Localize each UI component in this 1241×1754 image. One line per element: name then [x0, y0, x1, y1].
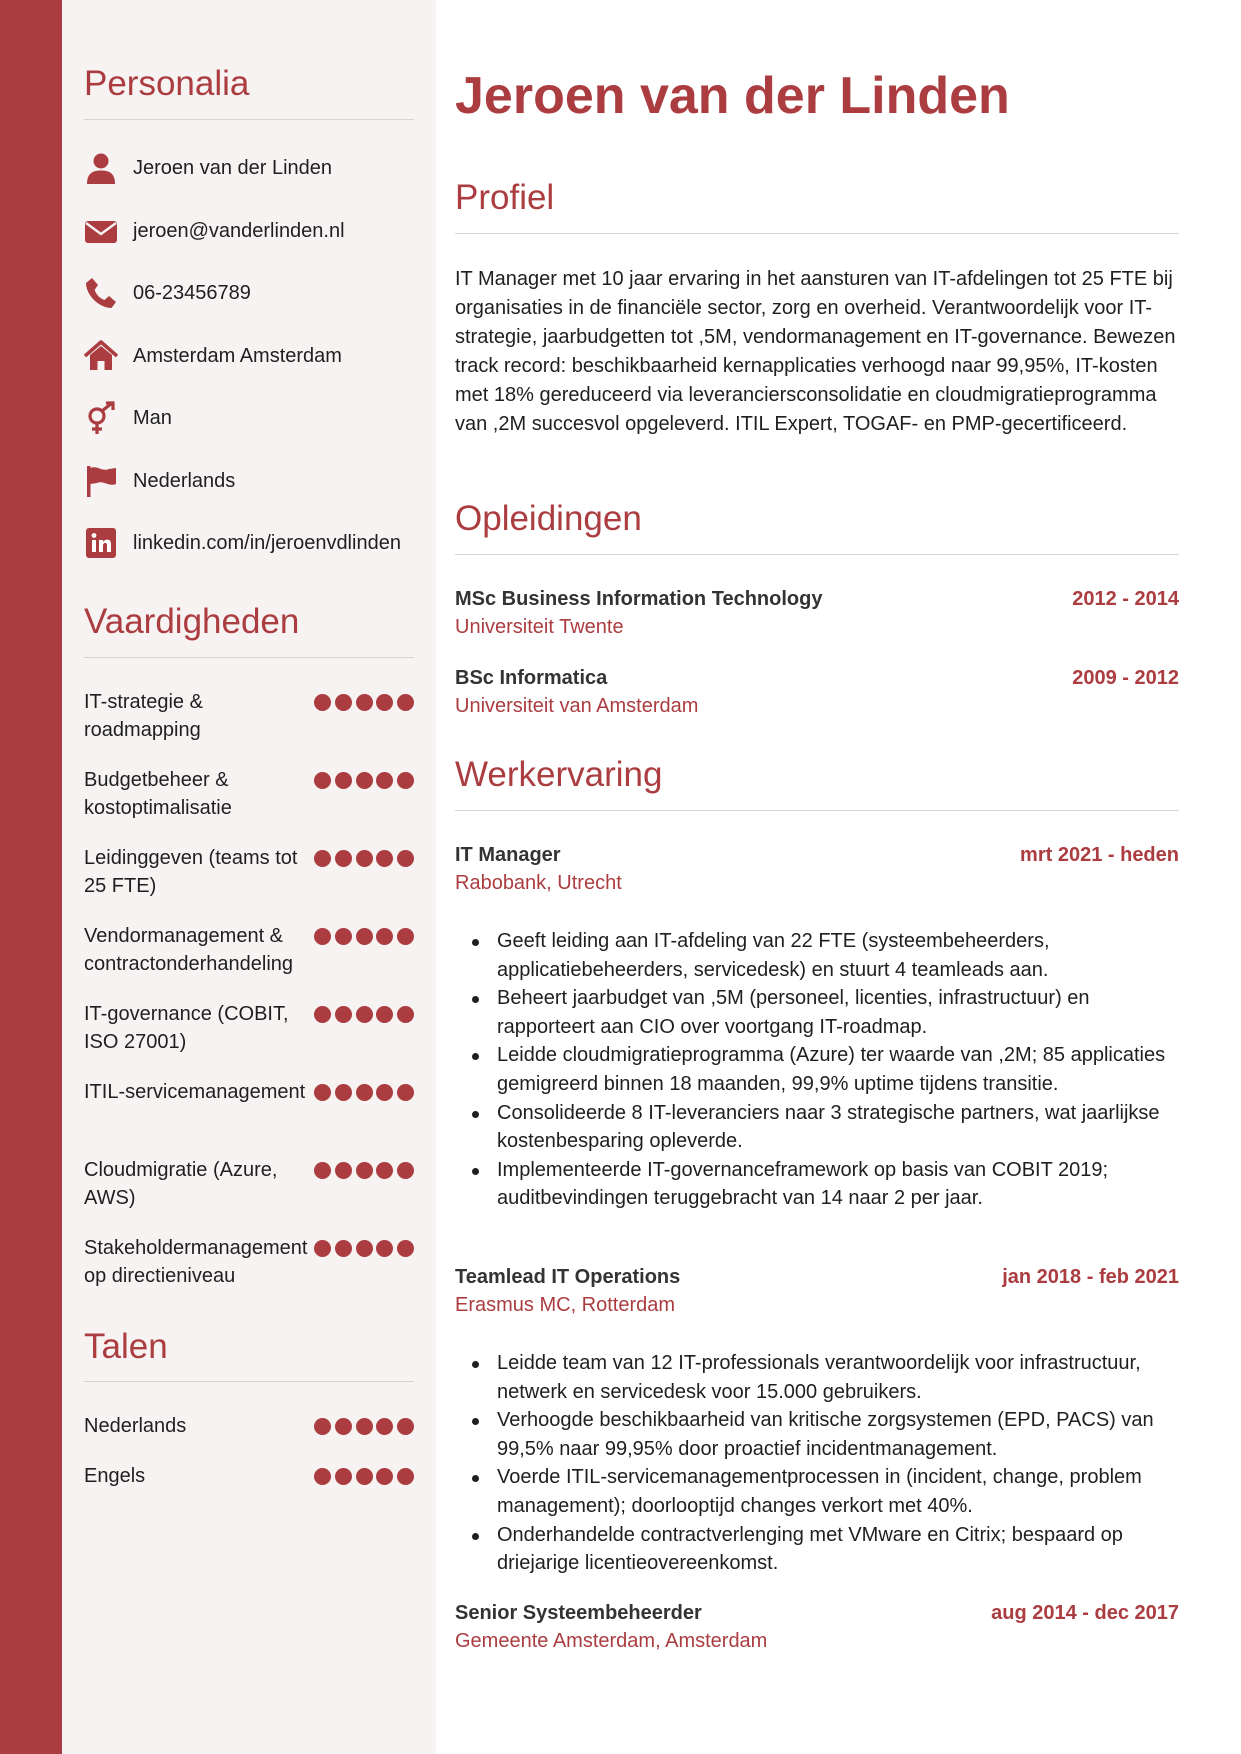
education-title: BSc Informatica [455, 667, 608, 689]
left-accent-stripe [0, 0, 62, 1754]
personal-item-address [84, 336, 424, 376]
rating-dot [314, 1418, 331, 1435]
skill-rating [314, 850, 414, 867]
rating-dot [356, 1468, 373, 1485]
rating-dot [335, 772, 352, 789]
personal-item-name [84, 148, 424, 188]
linkedin-icon [84, 526, 118, 560]
rating-dot [314, 1084, 331, 1101]
rating-dot [314, 1006, 331, 1023]
rating-dot [397, 1162, 414, 1179]
rating-dot [397, 1240, 414, 1257]
rating-dot [335, 928, 352, 945]
rating-dot [356, 1240, 373, 1257]
rating-dot [335, 1240, 352, 1257]
personal-item-phone[interactable] [84, 273, 424, 313]
education-dates: 2009 - 2012 [1072, 667, 1179, 689]
personal-phone-text[interactable]: 06-23456789 [133, 282, 251, 304]
rating-dot [356, 772, 373, 789]
language-rating [314, 1468, 414, 1485]
job-dates: jan 2018 - feb 2021 [1002, 1266, 1179, 1288]
job-bullet: Voerde ITIL-servicemanagementprocessen in (incident, change, problem management); doorlooptijd changes verkort met 40%. [455, 1463, 1179, 1520]
skills-divider [84, 657, 414, 658]
profile-heading: Profiel [455, 178, 555, 217]
skill-name: Budgetbeheer & kostoptimalisatie [84, 769, 232, 819]
job-title: IT Manager [455, 844, 561, 866]
rating-dot [376, 772, 393, 789]
envelope-icon [84, 214, 118, 248]
job-bullet: Implementeerde IT-governanceframework op basis van COBIT 2019; auditbevindingen teruggebracht van 14 naar 2 per jaar. [455, 1156, 1179, 1213]
personal-address-text: Amsterdam Amsterdam [133, 345, 342, 367]
job-company: Erasmus MC, Rotterdam [455, 1294, 676, 1316]
job-company: Gemeente Amsterdam, Amsterdam [455, 1630, 768, 1652]
rating-dot [397, 1006, 414, 1023]
personal-nationality-text: Nederlands [133, 470, 236, 492]
languages-divider [84, 1381, 414, 1382]
personal-divider [84, 119, 414, 120]
job-bullet: Onderhandelde contractverlenging met VMware en Citrix; bespaard op driejarige licentieovereenkomst. [455, 1521, 1179, 1578]
rating-dot [376, 694, 393, 711]
job-dates: aug 2014 - dec 2017 [991, 1602, 1179, 1624]
rating-dot [376, 1240, 393, 1257]
rating-dot [356, 850, 373, 867]
personal-linkedin-text[interactable]: linkedin.com/in/jeroenvdlinden [133, 532, 401, 554]
rating-dot [335, 1084, 352, 1101]
rating-dot [376, 928, 393, 945]
personal-item-nationality [84, 461, 424, 501]
rating-dot [314, 928, 331, 945]
skill-name: Leidinggeven (teams tot 25 FTE) [84, 847, 298, 897]
rating-dot [314, 1162, 331, 1179]
education-institution: Universiteit van Amsterdam [455, 695, 699, 717]
candidate-name: Jeroen van der Linden [455, 67, 1010, 125]
skills-heading: Vaardigheden [84, 602, 300, 641]
job-bullets [455, 1349, 1179, 1578]
language-name: Nederlands [84, 1415, 187, 1437]
rating-dot [356, 1084, 373, 1101]
flag-icon [84, 464, 118, 498]
personal-item-email[interactable] [84, 211, 424, 251]
skill-rating [314, 772, 414, 789]
skill-name: ITIL-servicemanagement [84, 1081, 306, 1103]
rating-dot [314, 1240, 331, 1257]
rating-dot [397, 772, 414, 789]
personal-item-gender [84, 398, 424, 438]
rating-dot [397, 1084, 414, 1101]
phone-icon [84, 276, 118, 310]
rating-dot [356, 1162, 373, 1179]
job-bullet: Consolideerde 8 IT-leveranciers naar 3 strategische partners, wat jaarlijkse kostenbesparing opleverde. [455, 1099, 1179, 1156]
job-bullet: Leidde team van 12 IT-professionals verantwoordelijk voor infrastructuur, netwerk en servicedesk voor 15.000 gebruikers. [455, 1349, 1179, 1406]
job-bullet: Verhoogde beschikbaarheid van kritische zorgsystemen (EPD, PACS) van 99,5% naar 99,95% door proactief incidentmanagement. [455, 1406, 1179, 1463]
job-dates: mrt 2021 - heden [1020, 844, 1179, 866]
rating-dot [335, 694, 352, 711]
job-bullet: Beheert jaarbudget van ,5M (personeel, licenties, infrastructuur) en rapporteert aan CIO over voortgang IT-roadmap. [455, 984, 1179, 1041]
job-bullets [455, 927, 1179, 1213]
skill-name: IT-strategie & roadmapping [84, 691, 203, 741]
gender-icon [84, 401, 118, 435]
personal-gender-text: Man [133, 407, 172, 429]
experience-heading: Werkervaring [455, 755, 663, 794]
rating-dot [314, 1468, 331, 1485]
skill-name: Vendormanagement & contractonderhandeling [84, 925, 294, 975]
experience-divider [455, 810, 1179, 811]
rating-dot [335, 1006, 352, 1023]
rating-dot [335, 1162, 352, 1179]
rating-dot [397, 850, 414, 867]
rating-dot [376, 1162, 393, 1179]
skill-name: Cloudmigratie (Azure, AWS) [84, 1159, 278, 1209]
skill-rating [314, 1162, 414, 1179]
languages-heading: Talen [84, 1327, 168, 1366]
profile-text: IT Manager met 10 jaar ervaring in het aansturen van IT-afdelingen tot 25 FTE bij organisaties in de financiële sector, zorg en overheid. Verantwoordelijk voor IT-strategie, jaarbudgetten tot ,5M, vendormanagement en IT-governance. Bewezen track record: beschikbaarheid kernapplicaties verhoogd naar 99,95%, IT-kosten met 18% gereduceerd via leveranciersconsolidatie en cloudmigratieprogramma van ,2M succesvol opgeleverd. ITIL Expert, TOGAF- en PMP-gecertificeerd. [455, 268, 1176, 435]
skill-rating [314, 1006, 414, 1023]
personal-email-text[interactable]: jeroen@vanderlinden.nl [133, 220, 345, 242]
rating-dot [376, 850, 393, 867]
rating-dot [314, 694, 331, 711]
rating-dot [397, 1468, 414, 1485]
rating-dot [397, 1418, 414, 1435]
rating-dot [376, 1418, 393, 1435]
education-title: MSc Business Information Technology [455, 588, 823, 610]
rating-dot [356, 694, 373, 711]
rating-dot [335, 850, 352, 867]
personal-name-text: Jeroen van der Linden [133, 157, 333, 179]
personal-item-linkedin[interactable] [84, 523, 424, 563]
profile-divider [455, 233, 1179, 234]
skill-name: IT-governance (COBIT, ISO 27001) [84, 1003, 289, 1053]
job-bullet: Geeft leiding aan IT-afdeling van 22 FTE (systeembeheerders, applicatiebeheerders, servicedesk) en stuurt 4 teamleads aan. [455, 927, 1179, 984]
rating-dot [314, 850, 331, 867]
rating-dot [376, 1084, 393, 1101]
rating-dot [335, 1468, 352, 1485]
rating-dot [376, 1006, 393, 1023]
job-bullet: Leidde cloudmigratieprogramma (Azure) ter waarde van ,2M; 85 applicaties gemigreerd binnen 18 maanden, 99,9% uptime tijdens transitie. [455, 1041, 1179, 1098]
rating-dot [397, 694, 414, 711]
rating-dot [397, 928, 414, 945]
job-title: Teamlead IT Operations [455, 1266, 681, 1288]
rating-dot [335, 1418, 352, 1435]
rating-dot [356, 1418, 373, 1435]
job-title: Senior Systeembeheerder [455, 1602, 702, 1624]
skill-rating [314, 1240, 414, 1257]
education-heading: Opleidingen [455, 499, 642, 538]
job-company: Rabobank, Utrecht [455, 872, 622, 894]
rating-dot [376, 1468, 393, 1485]
user-icon [84, 151, 118, 185]
skill-rating [314, 694, 414, 711]
skill-rating [314, 928, 414, 945]
rating-dot [356, 928, 373, 945]
education-dates: 2012 - 2014 [1072, 588, 1179, 610]
education-divider [455, 554, 1179, 555]
home-icon [84, 339, 118, 373]
education-institution: Universiteit Twente [455, 616, 624, 638]
rating-dot [356, 1006, 373, 1023]
language-rating [314, 1418, 414, 1435]
skill-rating [314, 1084, 414, 1101]
language-name: Engels [84, 1465, 146, 1487]
rating-dot [314, 772, 331, 789]
skill-name: Stakeholdermanagement op directieniveau [84, 1237, 308, 1287]
personal-heading: Personalia [84, 64, 250, 103]
